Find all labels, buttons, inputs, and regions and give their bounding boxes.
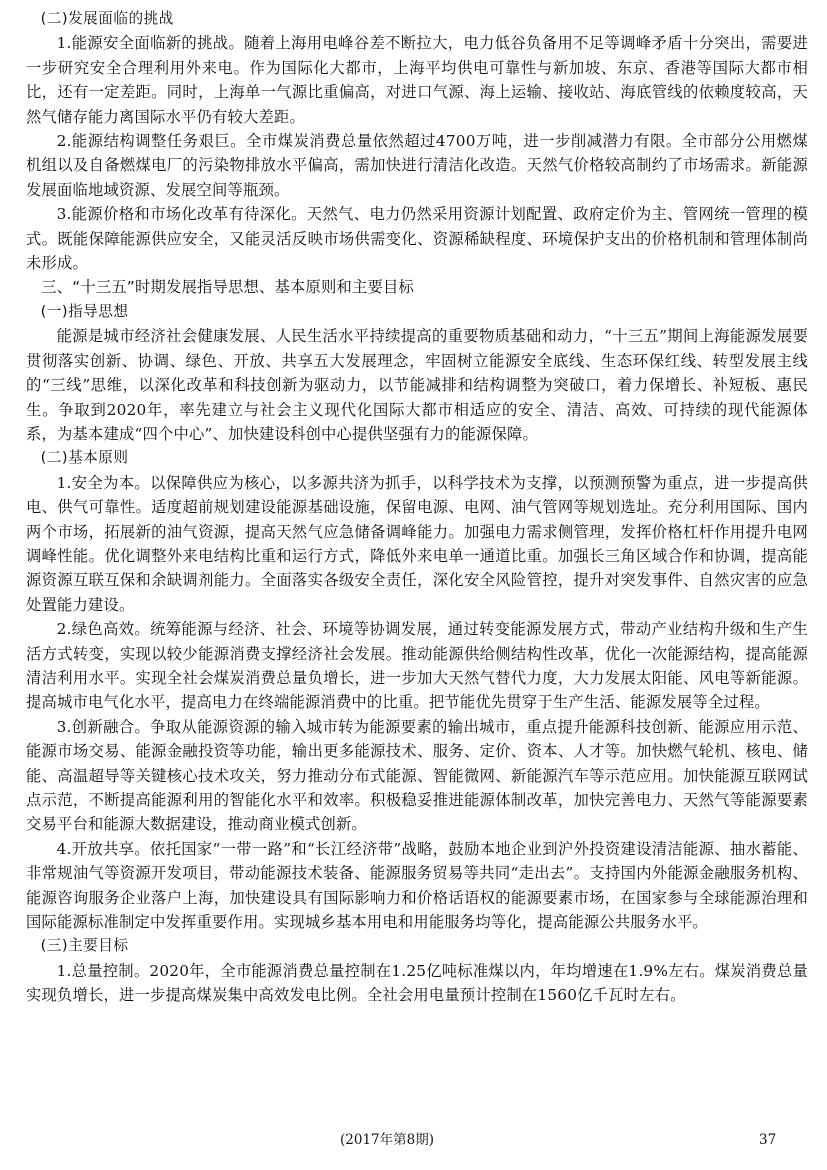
subsection-heading-main-targets: (三)主要目标 <box>40 937 129 955</box>
paragraph-total-control: 1.总量控制。2020年，全市能源消费总量控制在1.25亿吨标准煤以内，年均增速在1.9%左右。煤炭消费总量实现负增长，进一步提高煤炭集中高效发电比例。全社会用电量预计控制在1560亿千瓦时左右。 <box>26 961 808 1005</box>
paragraph-innovation: 3.创新融合。争取从能源资源的输入城市转为能源要素的输出城市，重点提升能源科技创新、能源应用示范、能源市场交易、能源金融投资等功能，输出更多能源技术、服务、定价、资本、人才等。加快燃气轮机、核电、储能、高温超导等关键核心技术攻关，努力推动分布式能源、智能微网、新能源汽车等示范应用。加快能源互联网试点示范，不断提高能源利用的智能化水平和效率。积极稳妥推进能源体制改革，加快完善电力、天然气等能源要素交易平台和能源大数据建设，推动商业模式创新。 <box>26 717 808 834</box>
paragraph-guiding-ideology: 能源是城市经济社会健康发展、人民生活水平持续提高的重要物质基础和动力，“十三五”期间上海能源发展要贯彻落实创新、协调、绿色、开放、共享五大发展理念，牢固树立能源安全底线、生态环保红线、转型发展主线的“三线”思维，以深化改革和科技创新为驱动力，以节能减排和结构调整为突破口，着力保增长、补短板、惠民生。争取到2020年，率先建立与社会主义现代化国际大都市相适应的安全、清洁、高效、可持续的现代能源体系，为基本建成“四个中心”、加快建设科创中心提供坚强有力的能源保障。 <box>26 327 808 443</box>
paragraph-safety-first: 1.安全为本。以保障供应为核心，以多源共济为抓手，以科学技术为支撑，以预测预警为重点，进一步提高供电、供气可靠性。适度超前规划建设能源基础设施，保留电源、电网、油气管网等规划选址。充分利用国际、国内两个市场，拓展新的油气资源，提高天然气应急储备调峰能力。加强电力需求侧管理，发挥价格杠杆作用提升电网调峰性能。优化调整外来电结构比重和运行方式，降低外来电单一通道比重。加强长三角区域合作和协调，提高能源资源互联互保和余缺调剂能力。全面落实各级安全责任，深化安全风险管控，提升对突发事件、自然灾害的应急处置能力建设。 <box>26 473 808 614</box>
paragraph-energy-security: 1.能源安全面临新的挑战。随着上海用电峰谷差不断拉大，电力低谷负备用不足等调峰矛盾十分突出，需要进一步研究安全合理利用外来电。作为国际化大都市，上海平均供电可靠性与新加坡、东京、香港等国际大都市相比，还有一定差距。同时，上海单一气源比重偏高，对进口气源、海上运输、接收站、海底管线的依赖度较高，天然气储存能力离国际水平仍有较大差距。 <box>26 34 808 126</box>
paragraph-green-efficient: 2.绿色高效。统筹能源与经济、社会、环境等协调发展，通过转变能源发展方式，带动产业结构升级和生产生活方式转变，实现以较少能源消费支撑经济社会发展。推动能源供给侧结构性改革，优化一次能源结构，提高能源清洁利用水平。实现全社会煤炭消费总量负增长，进一步加大天然气替代力度，大力发展太阳能、风电等新能源。提高城市电气化水平，提高电力在终端能源消费中的比重。把节能优先贯穿于生产生活、能源发展等全过程。 <box>26 620 808 712</box>
issue-label: (2017年第8期) <box>340 1132 434 1148</box>
paragraph-energy-structure: 2.能源结构调整任务艰巨。全市煤炭消费总量依然超过4700万吨，进一步削减潜力有限。全市部分公用燃煤机组以及自备燃煤电厂的污染物排放水平偏高，需加快进行清洁化改造。天然气价格较高制约了市场需求。新能源发展面临地域资源、发展空间等瓶颈。 <box>26 132 808 199</box>
section-heading-13th-five-year: 三、“十三五”时期发展指导思想、基本原则和主要目标 <box>41 278 414 297</box>
page-number: 37 <box>759 1132 777 1148</box>
page-footer <box>0 1128 827 1152</box>
paragraph-energy-pricing: 3.能源价格和市场化改革有待深化。天然气、电力仍然采用资源计划配置、政府定价为主、管网统一管理的模式。既能保障能源供应安全，又能灵活反映市场供需变化、资源稀缺程度、环境保护支出的价格机制和管理体制尚未形成。 <box>26 205 808 273</box>
subsection-heading-guiding-ideology: (一)指导思想 <box>40 302 129 320</box>
page-body <box>26 7 808 1008</box>
paragraph-open-sharing: 4.开放共享。依托国家“一带一路”和“长江经济带”战略，鼓励本地企业到沪外投资建设清洁能源、抽水蓄能、非常规油气等资源开发项目，带动能源技术装备、能源服务贸易等共同“走出去”。支持国内外能源金融服务机构、能源咨询服务企业落户上海，加快建设具有国际影响力和价格话语权的能源要素市场，在国家参与全球能源治理和国际能源标准制定中发挥重要作用。实现城乡基本用电和用能服务均等化，提高能源公共服务水平。 <box>26 839 808 932</box>
subsection-heading-basic-principles: (二)基本原则 <box>40 449 129 467</box>
subsection-heading-challenges: (二)发展面临的挑战 <box>40 10 174 27</box>
